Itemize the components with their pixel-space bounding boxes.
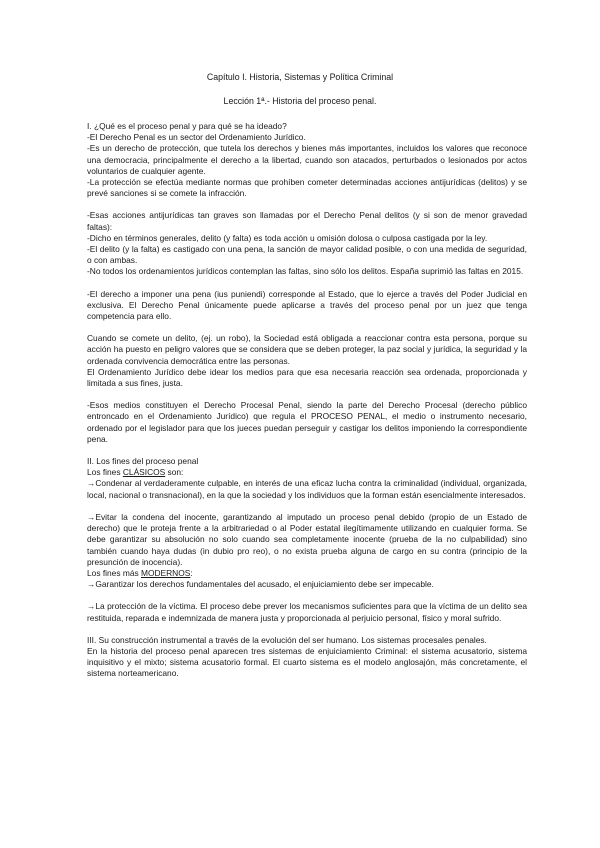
paragraph: En la historia del proceso penal aparecen tres sistemas de enjuiciamiento Criminal: el sistema acusatorio, sistema inquisitivo y el mixto; sistema acusatorio formal. El cuarto sistema es el modelo anglosajón, más concretamente, el sistema norteamericano. bbox=[87, 645, 527, 679]
paragraph: -El Derecho Penal es un sector del Ordenamiento Jurídico. bbox=[87, 132, 306, 143]
paragraph: -No todos los ordenamientos jurídicos contemplan las faltas, sino sólo los delitos. España suprimió las faltas en 2015. bbox=[87, 266, 524, 277]
paragraph: -Dicho en términos generales, delito (y falta) es toda acción u omisión dolosa o culposa castigada por la ley. bbox=[87, 232, 488, 243]
paragraph: Cuando se comete un delito, (ej. un robo), la Sociedad está obligada a reaccionar contra esta persona, porque su acción ha puesto en peligro valores que se considera que se deben proteger, la paz social y jurídica, la seguridad y la ordenada convivencia democrática entre las personas. bbox=[87, 333, 527, 366]
paragraph: →La protección de la víctima. El proceso debe prever los mecanismos suficientes para que la víctima de un delito sea restituida, reparada e indemnizada de manera justa y proporcionada al perjuicio personal, físico y moral sufrido. bbox=[87, 601, 527, 623]
fines-modernos-prefix: Los fines más bbox=[87, 567, 141, 578]
fines-modernos-line bbox=[87, 568, 527, 579]
paragraph: -Esos medios constituyen el Derecho Procesal Penal, siendo la parte del Derecho Procesal (derecho público entroncado en el Ordenamiento Jurídico) que regula el PROCESO PENAL, el medio o instrumento necesario, ordenado por el legislador para que los jueces puedan perseguir y castigar los delitos imponiendo la correspondiente pena. bbox=[87, 400, 527, 444]
fines-modernos-suffix: : bbox=[190, 567, 193, 578]
paragraph: -La protección se efectúa mediante normas que prohíben cometer determinadas acciones antijurídicas (delitos) y se prevé sanciones si se comete la infracción. bbox=[87, 177, 527, 199]
paragraph: →Garantizar los derechos fundamentales del acusado, el enjuiciamiento debe ser impecable. bbox=[87, 579, 434, 590]
fines-clasicos-line bbox=[87, 467, 527, 478]
fines-modernos-underlined: MODERNOS bbox=[141, 567, 191, 578]
document-body bbox=[87, 121, 527, 680]
fines-clasicos-suffix: son: bbox=[165, 467, 184, 478]
fines-clasicos-prefix: Los fines bbox=[87, 467, 123, 478]
paragraph: →Condenar al verdaderamente culpable, en interés de una eficaz lucha contra la criminalidad (individual, organizada, local, nacional o transnacional), en la que la sociedad y los individuos que la forman están esencialmente interesados. bbox=[87, 478, 527, 500]
paragraph: -Es un derecho de protección, que tutela los derechos y bienes más importantes, incluidos los valores que reconoce una democracia, principalmente el derecho a la libertad, cuando son atacados, perturbados o lesionados por actos voluntarios de cualquier agente. bbox=[87, 143, 527, 176]
section-heading-3: III. Su construcción instrumental a través de la evolución del ser humano. Los sistemas procesales penales. bbox=[87, 634, 487, 645]
paragraph: →Evitar la condena del inocente, garantizando al imputado un proceso penal debido (propio de un Estado de derecho) que le proteja frente a la arbitrariedad o al Poder estatal ilegítimamente utilizando en cualquier forma. Se debe garantizar su absolución no solo cuando sea completamente inocente (prueba de la no culpabilidad) sino también cuando haya dudas (in dubio pro reo), o no exista prueba alguna de cargo en su contra (principio de la presunción de inocencia). bbox=[87, 511, 527, 567]
paragraph: El Ordenamiento Jurídico debe idear los medios para que esa necesaria reacción sea ordenada, proporcionada y limitada a sus fines, justa. bbox=[87, 366, 527, 389]
lesson-title: Lección 1ª.- Historia del proceso penal. bbox=[223, 96, 377, 106]
paragraph: -El derecho a imponer una pena (ius puniendi) corresponde al Estado, que lo ejerce a través del Poder Judicial en exclusiva. El Derecho Penal únicamente puede aplicarse a través del proceso penal por un juez que tenga competencia para ello. bbox=[87, 288, 527, 322]
paragraph: -Esas acciones antijurídicas tan graves son llamadas por el Derecho Penal delitos (y si son de menor gravedad faltas): bbox=[87, 210, 527, 232]
section-heading-1: I. ¿Qué es el proceso penal y para qué se ha ideado? bbox=[87, 121, 287, 131]
chapter-title: Capítulo I. Historia, Sistemas y Política Criminal bbox=[206, 72, 394, 82]
paragraph: -El delito (y la falta) es castigado con una pena, la sanción de mayor calidad posible, o con una medida de seguridad, o con ambas. bbox=[87, 244, 527, 266]
fines-clasicos-underlined: CLÁSICOS bbox=[122, 467, 166, 478]
section-heading-2: II. Los fines del proceso penal bbox=[87, 456, 199, 467]
